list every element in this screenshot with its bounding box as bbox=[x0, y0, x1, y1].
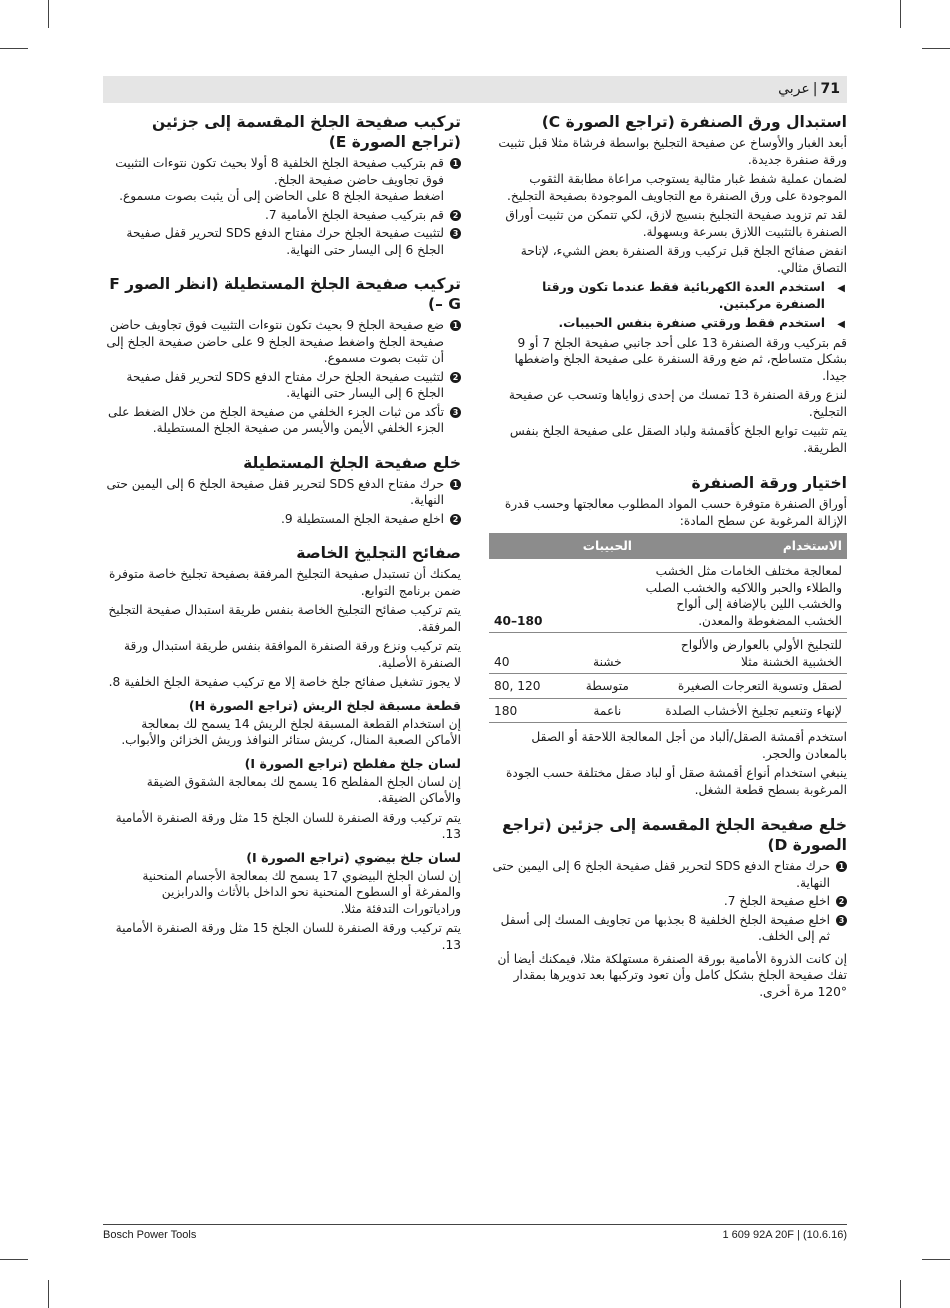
table-row bbox=[489, 633, 847, 674]
item-text: اخلع صفيحة الجلخ 7. bbox=[723, 894, 830, 908]
warning-item bbox=[489, 315, 847, 332]
numbered-item bbox=[103, 207, 461, 224]
crop-mark bbox=[0, 1259, 28, 1260]
column-header-use: الاستخدام bbox=[637, 533, 847, 559]
number-badge: 3 bbox=[450, 228, 461, 239]
item-text: ضع صفيحة الجلخ 9 بحيث تكون نتوءات التثبيت فوق تجاويف حاضن صفيحة الجلخ واضغط صفيحة الجلخ 9 على حاضن صفيحة الجلخ إلى أن تثبت بصوت مسموع. bbox=[106, 318, 444, 365]
paragraph: يتم تركيب ورقة الصنفرة للسان الجلخ 15 مثل ورقة الصنفرة الأمامية 13. bbox=[115, 921, 461, 952]
subsection-title: لسان جلخ بيضوي (تراجع الصورة I) bbox=[246, 849, 461, 865]
warning-item bbox=[489, 279, 847, 312]
number-badge: 1 bbox=[450, 320, 461, 331]
item-text: تأكد من ثبات الجزء الخلفي من صفيحة الجلخ من خلال الضغط على الجزء الخلفي الأيمن والأيسر من صفيحة الجلخ المستطيلة. bbox=[107, 404, 444, 435]
paragraph: يتم تثبيت توابع الجلخ كأقمشة ولباد الصقل على صفيحة الجلخ بنفس الطريقة. bbox=[509, 424, 847, 455]
crop-mark bbox=[900, 1280, 901, 1308]
triangle-bullet-icon: ◀ bbox=[837, 283, 845, 294]
number-badge: 1 bbox=[450, 158, 461, 169]
numbered-item bbox=[103, 511, 461, 528]
paragraph: إن كانت الذروة الأمامية بورقة الصنفرة مستهلكة مثلا، فيمكنك أيضا أن تفك صفيحة الجلخ بشكل كامل وأن تعود وتركبها بعد تدويرها بمقدار °120 مرة أخرى. bbox=[497, 951, 847, 999]
numbered-item bbox=[103, 155, 461, 205]
cell-grit bbox=[578, 559, 637, 633]
cell-grit: ناعمة bbox=[578, 698, 637, 723]
table-header-row bbox=[489, 533, 847, 559]
item-text: حرك مفتاح الدفع SDS لتحرير قفل صفيحة الجلخ 6 إلى اليمين حتى النهاية. bbox=[492, 859, 830, 890]
item-text: اضغط صفيحة الجلخ 8 على الحاضن إلى أن يثبت بصوت مسموع. bbox=[119, 189, 444, 203]
number-badge: 3 bbox=[836, 915, 847, 926]
cell-value: 180 bbox=[489, 698, 578, 723]
section-title: تركيب صفيحة الجلخ المقسمة إلى جزئين (تراجع الصورة E) bbox=[152, 113, 461, 151]
right-column bbox=[489, 112, 847, 1003]
numbered-item bbox=[489, 858, 847, 891]
number-badge: 2 bbox=[450, 514, 461, 525]
left-column bbox=[103, 112, 461, 956]
header-separator: | bbox=[812, 81, 818, 97]
section-title: تركيب صفيحة الجلخ المستطيلة (انظر الصور F – G) bbox=[109, 275, 461, 313]
section-title: اختيار ورقة الصنفرة bbox=[691, 474, 847, 492]
subsection-title: قطعة مسبقة لجلخ الريش (تراجع الصورة H) bbox=[188, 697, 461, 713]
footer-doc-number: 1 609 92A 20F | (10.6.16) bbox=[722, 1229, 847, 1241]
number-badge: 2 bbox=[450, 372, 461, 383]
paragraph: إن استخدام القطعة المسبقة لجلخ الريش 14 يسمح لك بمعالجة الأماكن الصعبة المنال، كريش ستائر النوافذ وريش الخزائن والأبواب. bbox=[121, 716, 461, 747]
cell-use: لإنهاء وتنعيم تجليخ الأخشاب الصلدة bbox=[637, 698, 847, 723]
item-text: قم بتركيب صفيحة الجلخ الخلفية 8 أولا بحيث تكون نتوءات التثبيت فوق تجاويف حاضن صفيحة الجلخ. bbox=[115, 156, 444, 187]
warning-text: استخدم فقط ورقتي صنفرة بنفس الحبيبات. bbox=[558, 316, 825, 330]
table-row bbox=[489, 559, 847, 633]
item-text: اخلع صفيحة الجلخ الخلفية 8 بجذبها من تجاويف المسك إلى أسفل ثم إلى الخلف. bbox=[500, 912, 830, 943]
section-title: استبدال ورق الصنفرة (تراجع الصورة C) bbox=[541, 113, 847, 131]
section-title: صفائح التجليخ الخاصة bbox=[296, 544, 461, 562]
crop-mark bbox=[900, 0, 901, 28]
paragraph: يتم تركيب ونزع ورقة الصنفرة الموافقة بنفس طريقة استبدال ورقة الصنفرة الأصلية. bbox=[123, 639, 461, 670]
numbered-item bbox=[103, 476, 461, 509]
paragraph: إن لسان الجلخ البيضوي 17 يسمح لك بمعالجة الأجسام المنحنية والمفرغة أو السطوح المنحنية نحو الداخل بالأثاث والدرابزين ورادياتورات التدفئة مثلا. bbox=[142, 868, 461, 916]
paragraph: يتم تركيب صفائح التجليخ الخاصة بنفس طريقة استبدال صفيحة التجليخ المرفقة. bbox=[108, 603, 461, 634]
number-badge: 2 bbox=[450, 210, 461, 221]
item-text: قم بتركيب صفيحة الجلخ الأمامية 7. bbox=[265, 207, 444, 222]
numbered-item bbox=[103, 225, 461, 258]
cell-value: 40–180 bbox=[489, 559, 578, 633]
footer-brand: Bosch Power Tools bbox=[103, 1229, 197, 1241]
number-badge: 1 bbox=[836, 861, 847, 872]
numbered-item bbox=[489, 893, 847, 910]
number-badge: 3 bbox=[450, 407, 461, 418]
numbered-item bbox=[103, 404, 461, 437]
number-badge: 2 bbox=[836, 896, 847, 907]
crop-mark bbox=[48, 1280, 49, 1308]
column-header-value bbox=[489, 533, 578, 559]
section-title: خلع صفيحة الجلخ المستطيلة bbox=[243, 453, 461, 472]
subsection-title: لسان جلخ مفلطح (تراجع الصورة I) bbox=[244, 755, 461, 771]
cell-grit: متوسطة bbox=[578, 674, 637, 699]
paragraph: لنزع ورقة الصنفرة 13 تمسك من إحدى زواياها وتسحب عن صفيحة التجليخ. bbox=[508, 388, 847, 419]
paragraph: أبعد الغبار والأوساخ عن صفيحة التجليخ بواسطة فرشاة مثلا قبل تثبيت ورقة صنفرة جديدة. bbox=[498, 136, 847, 167]
column-header-grit: الحبيبات bbox=[578, 533, 637, 559]
crop-mark bbox=[48, 0, 49, 28]
cell-value: 40 bbox=[489, 633, 578, 674]
paragraph: لقد تم تزويد صفيحة التجليخ بنسيج لازق، لكي تتمكن من تثبيت أوراق الصنفرة بالتثبيت اللازق بسرعة وبسهولة. bbox=[505, 208, 847, 239]
paragraph: استخدم أقمشة الصقل/ألباد من أجل المعالجة اللاحقة أو الصقل بالمعادن والحجر. bbox=[531, 730, 847, 761]
item-text: حرك مفتاح الدفع SDS لتحرير قفل صفيحة الجلخ 6 إلى اليمين حتى النهاية. bbox=[106, 476, 444, 507]
table-row bbox=[489, 698, 847, 723]
triangle-bullet-icon: ◀ bbox=[837, 319, 845, 330]
sandpaper-table bbox=[489, 533, 847, 723]
warning-text: استخدم العدة الكهربائية فقط عندما تكون ورقتا الصنفرة مركبتين. bbox=[542, 280, 825, 311]
cell-value: 80, 120 bbox=[489, 674, 578, 699]
paragraph: إن لسان الجلخ المفلطح 16 يسمح لك بمعالجة الشقوق الضيقة والأماكن الضيقة. bbox=[146, 774, 461, 805]
item-text: لتثبيت صفيحة الجلخ حرك مفتاح الدفع SDS لتحرير قفل صفيحة الجلخ 6 إلى اليسار حتى النهاية. bbox=[126, 369, 444, 400]
paragraph: لا يجوز تشغيل صفائح جلخ خاصة إلا مع تركيب صفيحة الجلخ الخلفية 8. bbox=[108, 675, 461, 689]
header-language: عربي bbox=[778, 81, 810, 97]
cell-use: لصقل وتسوية التعرجات الصغيرة bbox=[637, 674, 847, 699]
page-header bbox=[103, 76, 847, 103]
numbered-item bbox=[103, 369, 461, 402]
crop-mark bbox=[922, 1259, 950, 1260]
footer-rule bbox=[103, 1224, 847, 1225]
crop-mark bbox=[922, 48, 950, 49]
paragraph: يمكنك أن تستبدل صفيحة التجليخ المرفقة بصفيحة تجليخ خاصة متوفرة ضمن برنامج التوابع. bbox=[108, 567, 461, 598]
paragraph: لضمان عملية شفط غبار مثالية يستوجب مراعاة مطابقة الثقوب الموجودة على ورق الصنفرة مع التجاويف الموجودة بصفيحة التجليخ. bbox=[506, 172, 847, 203]
numbered-item bbox=[489, 912, 847, 945]
crop-mark bbox=[0, 48, 28, 49]
page-number: 71 bbox=[820, 81, 840, 97]
paragraph: انفض صفائح الجلخ قبل تركيب ورقة الصنفرة بعض الشيء، لإتاحة التصاق مثالي. bbox=[520, 244, 847, 275]
cell-use: لمعالجة مختلف الخامات مثل الخشب والطلاء والحبر واللاكيه والخشب الصلب والخشب اللين بالإضافة إلى ألواح الخشب المضغوطة والمعدن. bbox=[637, 559, 847, 633]
cell-use: للتجليخ الأولي بالعوارض والألواح الخشبية الخشنة مثلا bbox=[637, 633, 847, 674]
section-title: خلع صفيحة الجلخ المقسمة إلى جزئين (تراجع الصورة D) bbox=[502, 816, 847, 854]
paragraph: أوراق الصنفرة متوفرة حسب المواد المطلوب معالجتها وحسب قدرة الإزالة المرغوبة عن سطح المادة: bbox=[504, 497, 847, 528]
number-badge: 1 bbox=[450, 479, 461, 490]
numbered-item bbox=[103, 317, 461, 367]
item-text: لتثبيت صفيحة الجلخ حرك مفتاح الدفع SDS لتحرير قفل صفيحة الجلخ 6 إلى اليسار حتى النهاية. bbox=[126, 226, 444, 257]
paragraph: قم بتركيب ورقة الصنفرة 13 على أحد جانبي صفيحة الجلخ 7 أو 9 بشكل متساطح، ثم ضع ورقة السنفرة على صفيحة الجلخ واضغطها جيدا. bbox=[514, 335, 847, 383]
table-row bbox=[489, 674, 847, 699]
paragraph: يتم تركيب ورقة الصنفرة للسان الجلخ 15 مثل ورقة الصنفرة الأمامية 13. bbox=[115, 810, 461, 841]
item-text: اخلع صفيحة الجلخ المستطيلة 9. bbox=[281, 511, 444, 526]
paragraph: ينبغي استخدام أنواع أقمشة صقل أو لباد صقل مختلفة حسب الجودة المرغوبة بسطح قطعة الشغل. bbox=[506, 766, 847, 797]
cell-grit: خشنة bbox=[578, 633, 637, 674]
